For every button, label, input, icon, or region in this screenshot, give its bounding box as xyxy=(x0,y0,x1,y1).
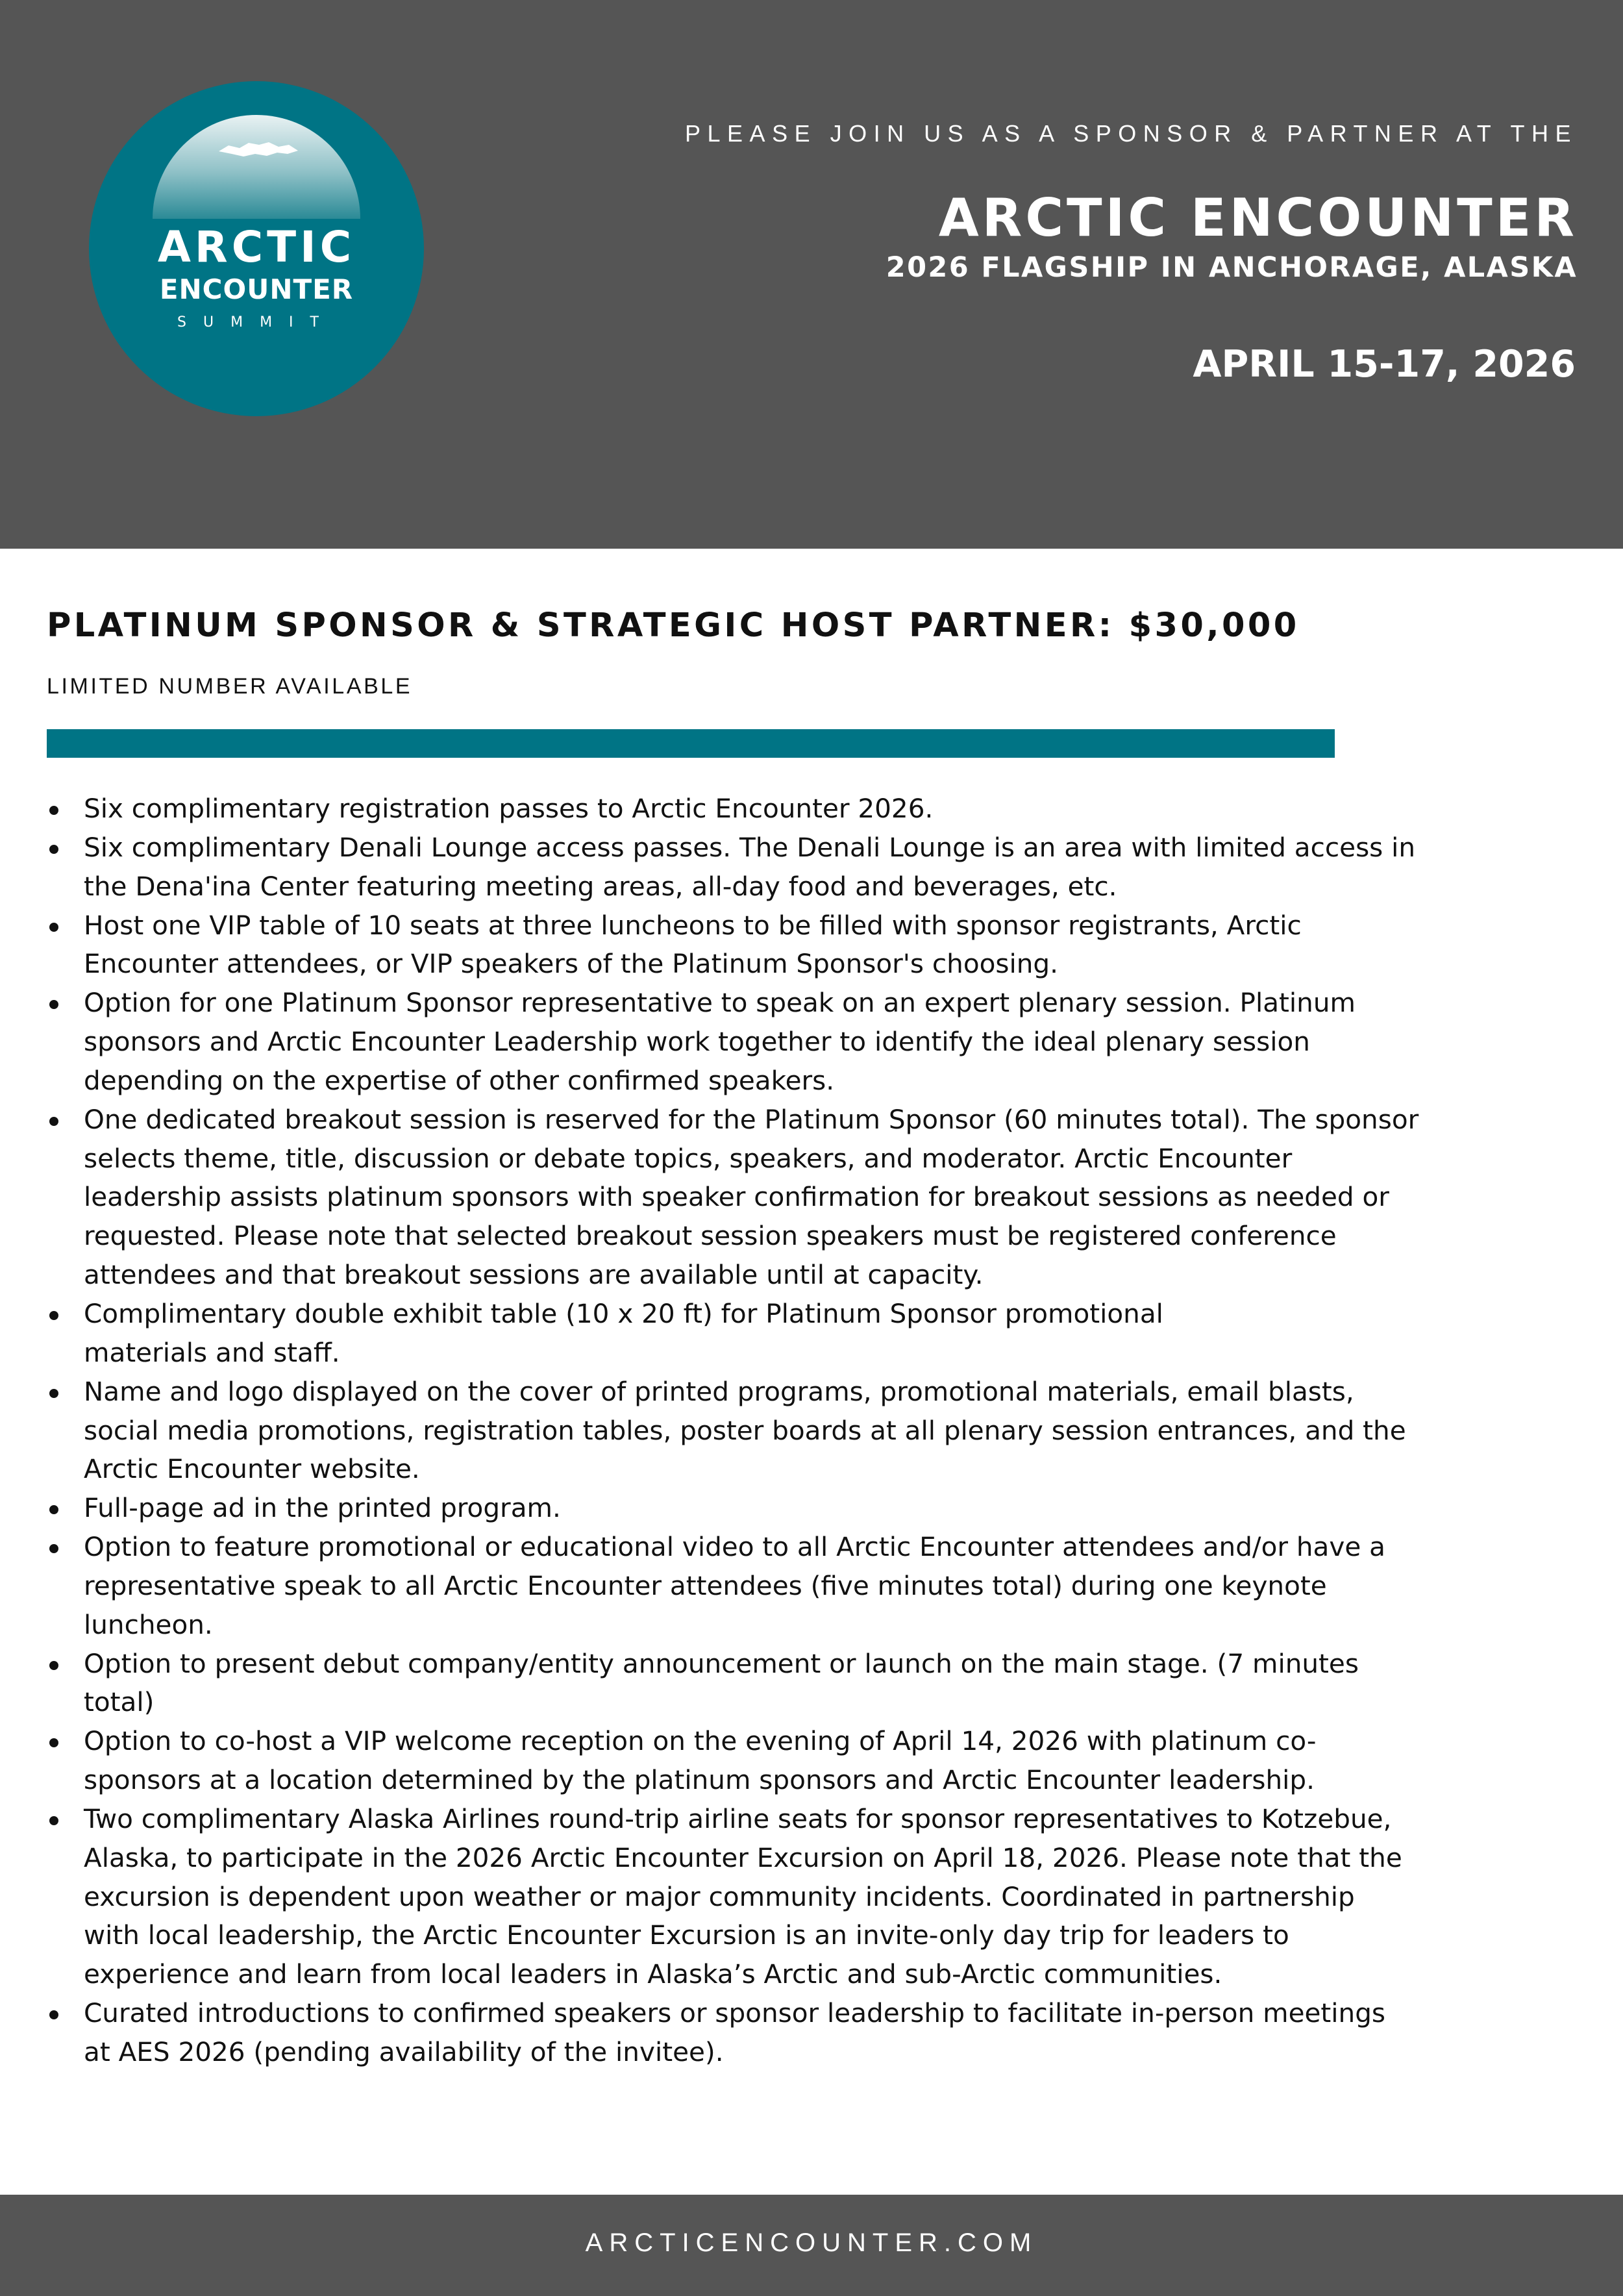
benefit-item: Option to co-host a VIP welcome reception on the evening of April 14, 2026 with platinum co- sponsors at a location determined by the platinum sponsors and Arctic Encounter leadership. xyxy=(0,1722,1584,1800)
benefit-item: One dedicated breakout session is reserved for the Platinum Sponsor (60 minutes total). The sponsor selects theme, title, discussion or debate topics, speakers, and moderator. Arctic Encounter leadership assists platinum sponsors with speaker confirmation for breakout sessions as needed or requested. Please note that selected breakout session speakers must be registered conference attendees and that breakout sessions are available until at capacity. xyxy=(0,1101,1584,1295)
benefit-item: Six complimentary Denali Lounge access passes. The Denali Lounge is an area with limited access in the Dena'ina Center featuring meeting areas, all-day food and beverages, etc. xyxy=(0,829,1584,906)
benefit-item: Host one VIP table of 10 seats at three luncheons to be filled with sponsor registrants, Arctic Encounter attendees, or VIP speakers of the Platinum Sponsor's choosing. xyxy=(0,906,1584,984)
benefit-item: Two complimentary Alaska Airlines round-trip airline seats for sponsor representatives to Kotzebue, Alaska, to participate in the 2026 Arctic Encounter Excursion on April 18, 2026. Please note that the excursion is dependent upon weather or major community incidents. Coordinated in partnership with local leadership, the Arctic Encounter Excursion is an invite-only day trip for leaders to experience and learn from local leaders in Alaska’s Arctic and sub-Arctic communities. xyxy=(0,1800,1584,1994)
benefit-item: Complimentary double exhibit table (10 x 20 ft) for Platinum Sponsor promotional materials and staff. xyxy=(0,1295,1584,1373)
availability-note: LIMITED NUMBER AVAILABLE xyxy=(47,674,413,699)
event-title: ARCTIC ENCOUNTER xyxy=(938,188,1578,248)
benefit-item: Option to feature promotional or educational video to all Arctic Encounter attendees and/or have a representative speak to all Arctic Encounter attendees (five minutes total) during one keynote luncheon. xyxy=(0,1528,1584,1645)
benefit-item: Name and logo displayed on the cover of printed programs, promotional materials, email blasts, social media promotions, registration tables, poster boards at all plenary session entrances, and the Arctic Encounter website. xyxy=(0,1373,1584,1490)
header-banner xyxy=(0,0,1623,549)
website-link[interactable]: ARCTICENCOUNTER.COM xyxy=(585,2228,1038,2257)
header-tagline: PLEASE JOIN US AS A SPONSOR & PARTNER AT THE xyxy=(685,120,1578,147)
logo-word-arctic: ARCTIC xyxy=(157,222,356,272)
benefit-item: Six complimentary registration passes to Arctic Encounter 2026. xyxy=(0,790,1584,829)
logo-word-summit: SUMMIT xyxy=(177,314,336,331)
benefit-item: Full-page ad in the printed program. xyxy=(0,1489,1584,1528)
benefits-list xyxy=(0,790,1584,2072)
footer-bar xyxy=(0,2195,1623,2296)
logo-word-encounter: ENCOUNTER xyxy=(159,273,354,305)
sponsor-tier-title: PLATINUM SPONSOR & STRATEGIC HOST PARTNER: $30,000 xyxy=(47,606,1300,645)
benefit-item: Option for one Platinum Sponsor representative to speak on an expert plenary session. Platinum sponsors and Arctic Encounter Leadership work together to identify the ideal plenary session depending on the expertise of other confirmed speakers. xyxy=(0,984,1584,1101)
event-subtitle: 2026 FLAGSHIP IN ANCHORAGE, ALASKA xyxy=(886,251,1578,284)
benefit-item: Curated introductions to confirmed speakers or sponsor leadership to facilitate in-person meetings at AES 2026 (pending availability of the invitee). xyxy=(0,1994,1584,2072)
benefit-item: Option to present debut company/entity announcement or launch on the main stage. (7 minutes total) xyxy=(0,1645,1584,1723)
accent-divider xyxy=(47,729,1335,758)
event-date: APRIL 15-17, 2026 xyxy=(1193,343,1576,386)
arctic-encounter-summit-logo xyxy=(89,81,424,416)
